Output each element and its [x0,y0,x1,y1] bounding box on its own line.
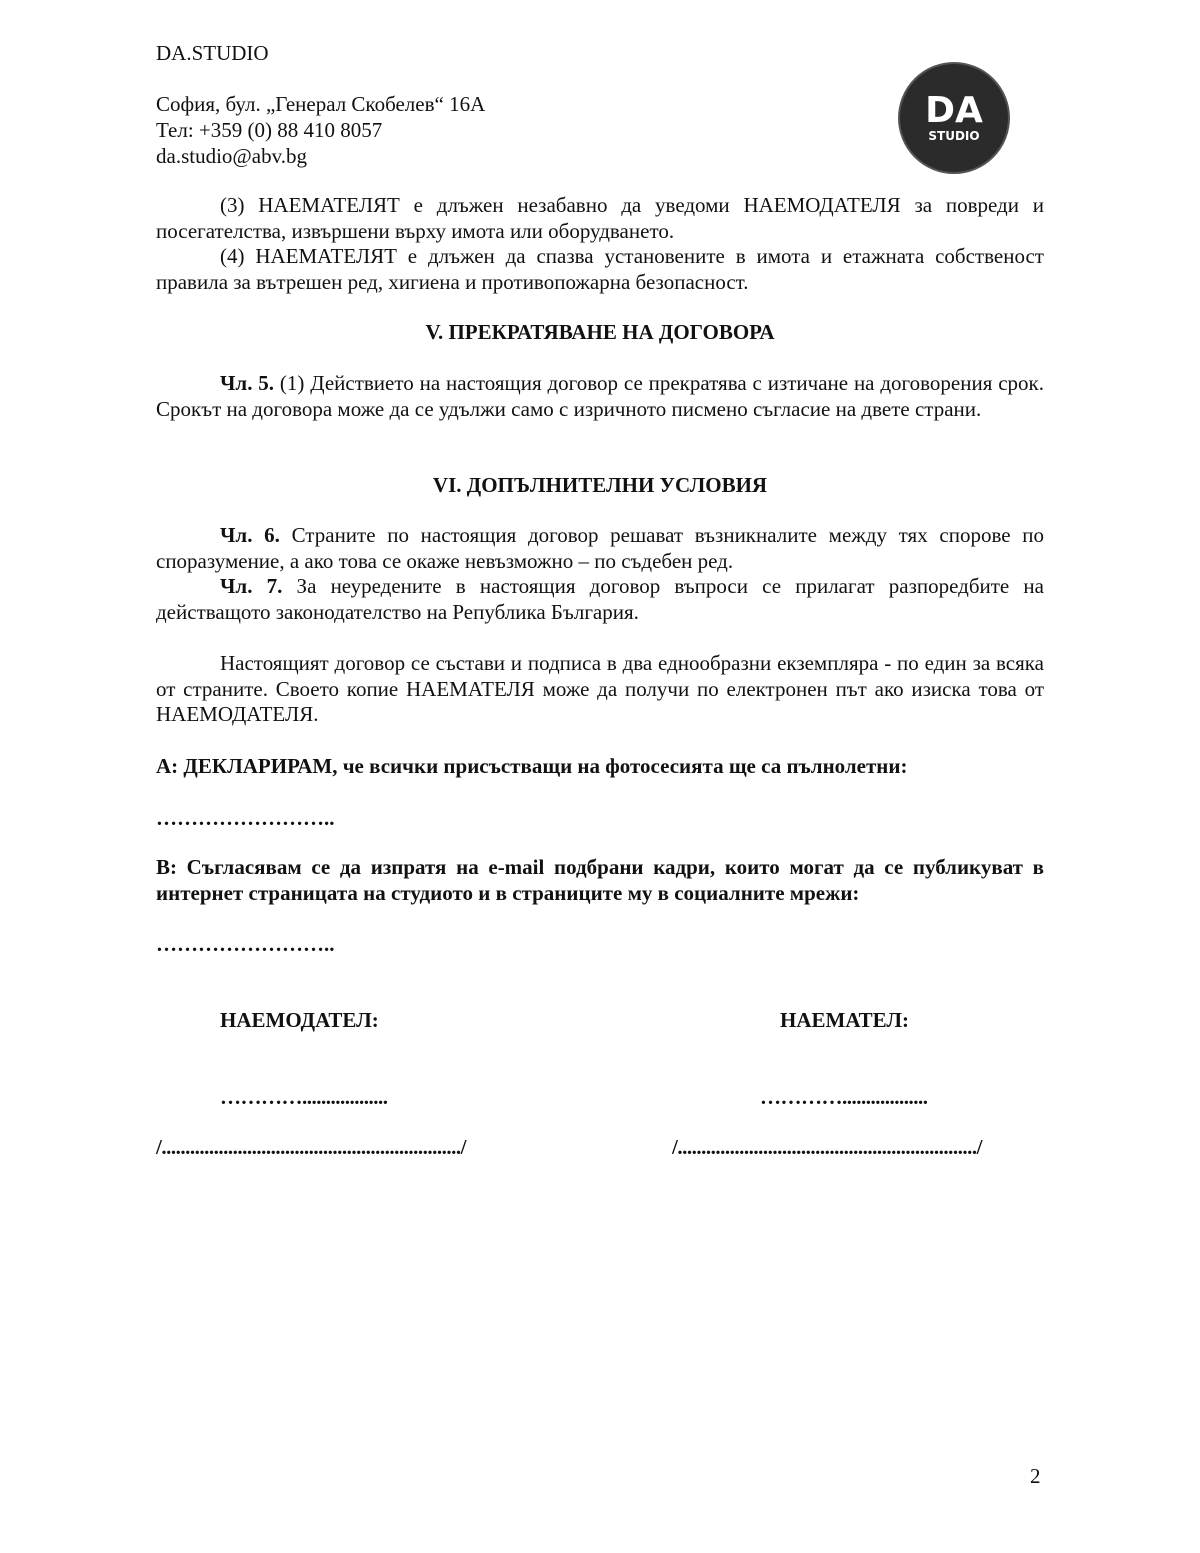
declaration-b: В: Съгласявам се да изпратя на e-mail подбрани кадри, които могат да се публикуват в интернет страницата на студиото и в страниците му в социалните мрежи: [156,855,1044,905]
closing-paragraph [156,651,1044,728]
article-7-text: За неуредените в настоящия договор въпроси се прилагат разпоредбите на действащото законодателство на Република България. [156,574,1044,624]
closing-text: Настоящият договор се състави и подписа в два еднообразни екземпляра - по един за всяка от страните. Своето копие НАЕМАТЕЛЯ може да получи по електронен път ако изиска това от НАЕМОДАТЕЛЯ. [156,651,1044,726]
article-6-text: Страните по настоящия договор решават възникналите между тях спорове по споразумение, а ако това се окаже невъзможно – по съдебен ред. [156,523,1044,573]
paragraph-4: (4) НАЕМАТЕЛЯТ е длъжен да спазва установените в имота и етажната собственост правила за вътрешен ред, хигиена и противопожарна безопасност. [156,244,1044,294]
logo-text-main: DA [925,90,983,131]
article-5-text: (1) Действието на настоящия договор се прекратява с изтичане на договорения срок. Срокът на договора може да се удължи само с изричното писмено съгласие на двете страни. [156,371,1044,421]
paragraph-3: (3) НАЕМАТЕЛЯТ е длъжен незабавно да уведоми НАЕМОДАТЕЛЯ за повреди и посегателства, извършени върху имота или оборудването. [156,193,1044,243]
article-5 [156,371,1044,422]
logo-text-sub: STUDIO [928,129,980,143]
paragraph-block-1 [156,193,1044,295]
company-phone: Тел: +359 (0) 88 410 8057 [156,118,383,142]
declaration-b-field: …………………….. [156,932,335,956]
declaration-a: А: ДЕКЛАРИРАМ, че всички присъстващи на фотосесията ще са пълнолетни: [156,754,908,778]
article-5-label: Чл. 5. [220,371,275,395]
page-number: 2 [1030,1464,1041,1488]
section-5-title: V. ПРЕКРАТЯВАНЕ НА ДОГОВОРА [425,320,775,344]
company-address: София, бул. „Генерал Скобелев“ 16А [156,92,486,116]
company-email: da.studio@abv.bg [156,144,307,168]
tenant-name-line: /.............................................................../ [672,1135,982,1159]
section-6-title: VI. ДОПЪЛНИТЕЛНИ УСЛОВИЯ [432,473,768,497]
landlord-signature-line: ………….................. [220,1085,388,1109]
da-studio-logo [898,62,1010,174]
article-6-label: Чл. 6. [220,523,280,547]
article-7-label: Чл. 7. [220,574,283,598]
articles-6-7 [156,523,1044,625]
declaration-a-field: …………………….. [156,806,335,830]
company-name: DA.STUDIO [156,41,269,65]
tenant-label: НАЕМАТЕЛ: [780,1008,910,1032]
landlord-name-line: /.............................................................../ [156,1135,466,1159]
landlord-label: НАЕМОДАТЕЛ: [220,1008,379,1032]
tenant-signature-line: ………….................. [760,1085,928,1109]
